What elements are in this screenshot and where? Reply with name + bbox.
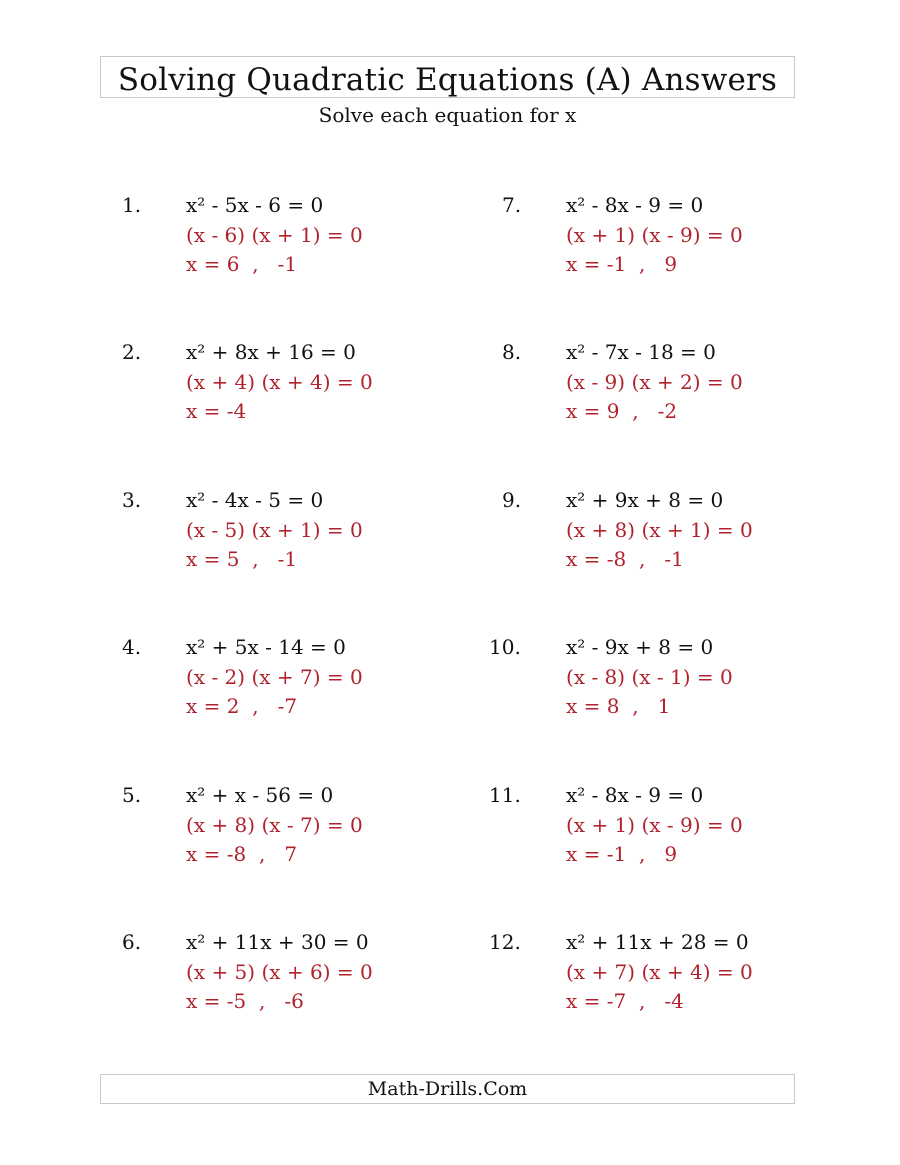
equation: x² + 8x + 16 = 0 — [186, 340, 356, 364]
problem-5 — [122, 782, 482, 882]
problem-12 — [489, 929, 849, 1029]
factored-answer: (x - 6) (x + 1) = 0 — [186, 223, 363, 247]
problem-9 — [489, 487, 849, 587]
solution-answer: x = 9 , -2 — [566, 399, 678, 423]
problem-number: 4. — [122, 635, 142, 659]
solution-answer: x = -5 , -6 — [186, 989, 304, 1013]
solution-answer: x = -7 , -4 — [566, 989, 684, 1013]
problem-number: 7. — [502, 193, 522, 217]
equation: x² + 11x + 30 = 0 — [186, 930, 369, 954]
equation: x² + 11x + 28 = 0 — [566, 930, 749, 954]
factored-answer: (x + 7) (x + 4) = 0 — [566, 960, 753, 984]
problem-4 — [122, 634, 482, 734]
problem-2 — [122, 339, 482, 439]
problem-8 — [489, 339, 849, 439]
solution-answer: x = 6 , -1 — [186, 252, 298, 276]
problem-11 — [489, 782, 849, 882]
problem-number: 10. — [489, 635, 521, 659]
problem-3 — [122, 487, 482, 587]
factored-answer: (x - 2) (x + 7) = 0 — [186, 665, 363, 689]
equation: x² - 4x - 5 = 0 — [186, 488, 324, 512]
problem-6 — [122, 929, 482, 1029]
problem-number: 3. — [122, 488, 142, 512]
problem-number: 2. — [122, 340, 142, 364]
solution-answer: x = 8 , 1 — [566, 694, 671, 718]
problem-number: 8. — [502, 340, 522, 364]
problem-1 — [122, 192, 482, 292]
solution-answer: x = -1 , 9 — [566, 252, 678, 276]
equation: x² - 8x - 9 = 0 — [566, 783, 704, 807]
problem-number: 6. — [122, 930, 142, 954]
factored-answer: (x - 5) (x + 1) = 0 — [186, 518, 363, 542]
solution-answer: x = -4 — [186, 399, 247, 423]
problem-10 — [489, 634, 849, 734]
factored-answer: (x + 4) (x + 4) = 0 — [186, 370, 373, 394]
factored-answer: (x - 9) (x + 2) = 0 — [566, 370, 743, 394]
equation: x² + 5x - 14 = 0 — [186, 635, 346, 659]
factored-answer: (x + 5) (x + 6) = 0 — [186, 960, 373, 984]
factored-answer: (x + 8) (x + 1) = 0 — [566, 518, 753, 542]
problem-number: 1. — [122, 193, 142, 217]
factored-answer: (x + 1) (x - 9) = 0 — [566, 813, 743, 837]
solution-answer: x = 2 , -7 — [186, 694, 298, 718]
solution-answer: x = -1 , 9 — [566, 842, 678, 866]
problem-number: 12. — [489, 930, 521, 954]
page-title: Solving Quadratic Equations (A) Answers — [100, 56, 795, 98]
solution-answer: x = -8 , 7 — [186, 842, 298, 866]
equation: x² - 9x + 8 = 0 — [566, 635, 714, 659]
solution-answer: x = -8 , -1 — [566, 547, 684, 571]
instructions: Solve each equation for x — [318, 103, 577, 127]
problem-number: 11. — [489, 783, 521, 807]
problem-number: 5. — [122, 783, 142, 807]
equation: x² + x - 56 = 0 — [186, 783, 334, 807]
problem-7 — [489, 192, 849, 292]
footer-site-name: Math-Drills.Com — [100, 1074, 795, 1104]
equation: x² - 5x - 6 = 0 — [186, 193, 324, 217]
equation: x² + 9x + 8 = 0 — [566, 488, 724, 512]
factored-answer: (x + 1) (x - 9) = 0 — [566, 223, 743, 247]
solution-answer: x = 5 , -1 — [186, 547, 298, 571]
problem-number: 9. — [502, 488, 522, 512]
equation: x² - 7x - 18 = 0 — [566, 340, 716, 364]
factored-answer: (x - 8) (x - 1) = 0 — [566, 665, 733, 689]
factored-answer: (x + 8) (x - 7) = 0 — [186, 813, 363, 837]
equation: x² - 8x - 9 = 0 — [566, 193, 704, 217]
